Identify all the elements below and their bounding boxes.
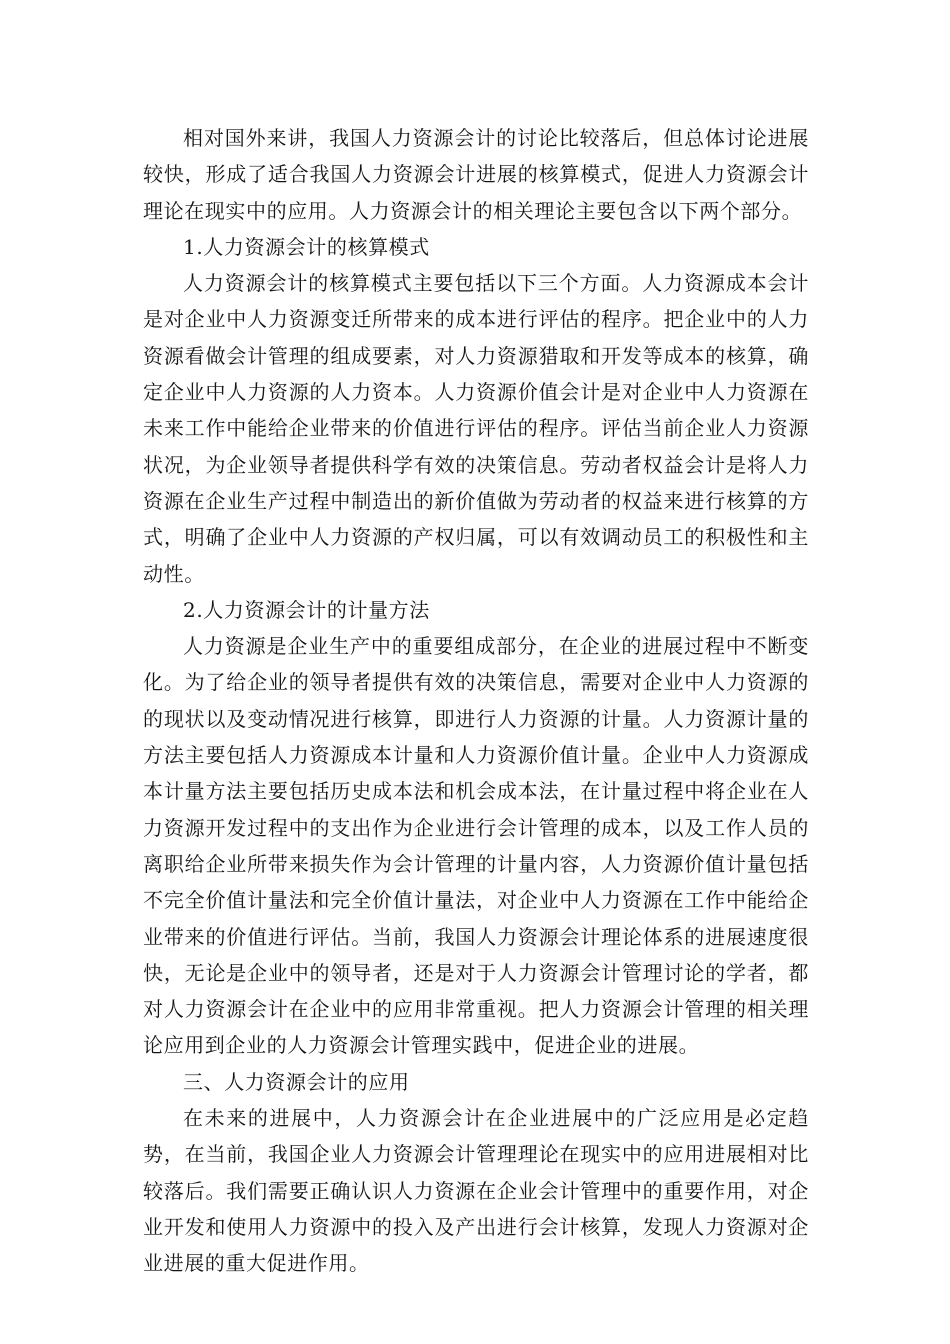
paragraph-intro: 相对国外来讲，我国人力资源会计的讨论比较落后，但总体讨论进展较快，形成了适合我国人力资源会计进展的核算模式，促进人力资源会计理论在现实中的应用。人力资源会计的相关理论主要包含以下两个部分。 — [143, 126, 809, 223]
section-heading-measurement-method: 2.人力资源会计的计量方法 — [183, 597, 430, 622]
paragraph-accounting-model: 人力资源会计的核算模式主要包括以下三个方面。人力资源成本会计是对企业中人力资源变迁所带来的成本进行评估的程序。把企业中的人力资源看做会计管理的组成要素，对人力资源猎取和开发等成本的核算，确定企业中人力资源的人力资本。人力资源价值会计是对企业中人力资源在未来工作中能给企业带来的价值进行评估的程序。评估当前企业人力资源状况，为企业领导者提供科学有效的决策信息。劳动者权益会计是将人力资源在企业生产过程中制造出的新价值做为劳动者的权益来进行核算的方式，明确了企业中人力资源的产权归属，可以有效调动员工的积极性和主动性。 — [143, 271, 809, 586]
paragraph-measurement-method: 人力资源是企业生产中的重要组成部分，在企业的进展过程中不断变化。为了给企业的领导者提供有效的决策信息，需要对企业中人力资源的的现状以及变动情况进行核算，即进行人力资源的计量。人力资源计量的方法主要包括人力资源成本计量和人力资源价值计量。企业中人力资源成本计量方法主要包括历史成本法和机会成本法，在计量过程中将企业在人力资源开发过程中的支出作为企业进行会计管理的成本，以及工作人员的离职给企业所带来损失作为会计管理的计量内容，人力资源价值计量包括不完全价值计量法和完全价值计量法，对企业中人力资源在工作中能给企业带来的价值进行评估。当前，我国人力资源会计理论体系的进展速度很快，无论是企业中的领导者，还是对于人力资源会计管理讨论的学者，都对人力资源会计在企业中的应用非常重视。把人力资源会计管理的相关理论应用到企业的人力资源会计管理实践中，促进企业的进展。 — [143, 634, 809, 1058]
document-body — [143, 120, 809, 1282]
paragraph-application: 在未来的进展中，人力资源会计在企业进展中的广泛应用是必定趋势，在当前，我国企业人力资源会计管理理论在现实中的应用进展相对比较落后。我们需要正确认识人力资源在企业会计管理中的重要作用，对企业开发和使用人力资源中的投入及产出进行会计核算，发现人力资源对企业进展的重大促进作用。 — [143, 1106, 809, 1276]
section-heading-application: 三、人力资源会计的应用 — [183, 1069, 410, 1094]
section-heading-accounting-model: 1.人力资源会计的核算模式 — [183, 234, 430, 259]
